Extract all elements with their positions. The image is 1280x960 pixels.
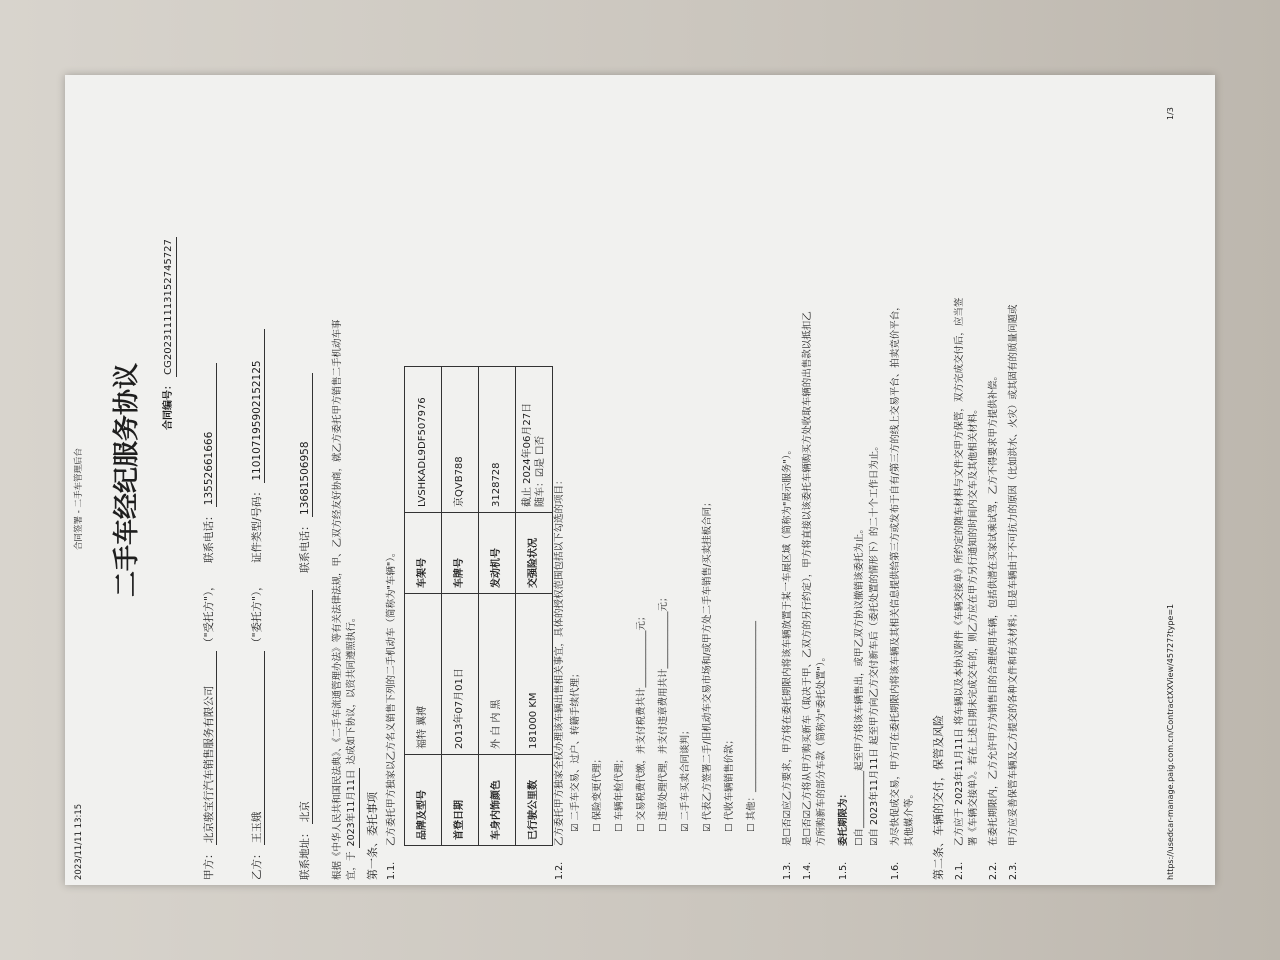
reg-date-value: 2013年07月01日 bbox=[442, 594, 479, 755]
table-row bbox=[479, 367, 516, 846]
engine-label: 发动机号 bbox=[479, 513, 516, 594]
print-timestamp: 2023/11/11 13:15 bbox=[74, 803, 84, 880]
agreement-date: 2023年11月11日 bbox=[346, 768, 360, 849]
engine-value: 3128728 bbox=[479, 367, 516, 513]
list-item[interactable]: ☐ 代收车辆销售价款； bbox=[724, 734, 735, 832]
clause-1-6-number: 1.6. bbox=[890, 861, 901, 880]
table-row bbox=[405, 367, 442, 846]
intro-suffix: 达成如下协议，以资共同遵照执行。 bbox=[346, 612, 357, 765]
list-item[interactable]: ☑ 代表乙方签署二手/旧机动车交易市场和/或甲方处二手车销售/买卖挂板合同； bbox=[702, 497, 713, 832]
list-item[interactable]: ☑ 二手车交易、过户、转籍手续代理； bbox=[570, 668, 581, 832]
insurance-value bbox=[516, 367, 553, 513]
list-item[interactable]: ☐ 违章处理代理，并支付违章费用共计____________元； bbox=[658, 592, 669, 832]
list-item[interactable]: ☐ 保险变更代理； bbox=[592, 753, 603, 832]
color-label: 车身内饰颜色 bbox=[479, 755, 516, 846]
clause-1-1-number: 1.1. bbox=[386, 861, 397, 880]
plate-label: 车牌号 bbox=[442, 513, 479, 594]
authorization-list bbox=[570, 497, 768, 832]
table-row bbox=[516, 367, 553, 846]
document-title: 二手车经纪服务协议 bbox=[112, 363, 142, 598]
footer-url: https://usedcar-manage.paig.com.cn/ContractXXView/45727?type=1 bbox=[1166, 603, 1175, 880]
term-option-a[interactable]: ☐自____________起至甲方将该车辆售出，或甲乙双方协议撤销该委托为止。 bbox=[854, 523, 865, 846]
print-site-title: 合同签署 - 二手车管理后台 bbox=[74, 448, 84, 550]
clause-1-6-text-2: 其他媒介等。 bbox=[904, 788, 915, 846]
insurance-expiry: 截止 2024年06月27日 bbox=[521, 402, 533, 507]
address-phone-label: 联系电话： bbox=[299, 520, 311, 573]
address-value: 北京 bbox=[298, 590, 313, 824]
clause-1-4-number: 1.4. bbox=[802, 861, 813, 880]
clause-1-2-text: 乙方委托甲方独家全权办理该车辆出售相关事宜，具体的授权范围包括以下勾选的项目： bbox=[554, 475, 565, 846]
color-value: 外 白 内 黑 bbox=[479, 594, 516, 755]
clause-2-2-number: 2.2. bbox=[988, 861, 999, 880]
document-page bbox=[70, 80, 1210, 880]
clause-1-5-number: 1.5. bbox=[838, 861, 849, 880]
plate-value: 京QVB788 bbox=[442, 367, 479, 513]
page-number: 1/3 bbox=[1166, 107, 1175, 120]
party-b-id-label: 证件类型/号码： bbox=[251, 486, 263, 564]
list-item[interactable]: ☑ 二手车买卖合同谈判； bbox=[680, 725, 691, 832]
clause-2-1-text-2: 署《车辆交接单》。若在上述日期未完成交车的，则乙方应在甲方另行通知的时间内交车及其他相关材料。 bbox=[968, 404, 979, 846]
intro-line-1: 根据《中华人民共和国民法典》、《二手车流通管理办法》等有关法律法规，甲、乙双方经友好协商，就乙方委托甲方销售二手机动车事 bbox=[332, 319, 343, 880]
insurance-label: 交强险状况 bbox=[516, 513, 553, 594]
vin-label: 车架号 bbox=[405, 513, 442, 594]
party-a-phone-label: 联系电话： bbox=[203, 510, 215, 564]
party-a-alias: （"受托方"）， bbox=[203, 580, 215, 648]
clause-1-6-text: 为尽快促成交易，甲方可在委托期限内将该车辆及其相关信息提供给第三方或发布于自有/第三方的线上交易平台、拍卖竞价平台， bbox=[890, 301, 901, 846]
reg-date-label: 首登日期 bbox=[442, 755, 479, 846]
clause-1-1-text: 乙方委托甲方独家以乙方名义销售下列的二手机动车（简称为"车辆"）。 bbox=[386, 547, 397, 846]
party-b-id: 110107195902152125 bbox=[250, 329, 265, 483]
mileage-label: 已行驶公里数 bbox=[516, 755, 553, 846]
party-a-label: 甲方： bbox=[203, 848, 215, 880]
list-item[interactable]: ☐ 其他：____________________________________ bbox=[746, 620, 757, 832]
clause-1-3-text: 是☐否☑应乙方要求，甲方将在委托期限内将该车辆放置于某一车展区域（简称为"展示服务"）。 bbox=[782, 444, 793, 846]
insurance-with-car: 随车：☑是 ☐否 bbox=[535, 435, 546, 507]
party-a-phone: 13552661666 bbox=[202, 363, 217, 507]
clause-1-3-number: 1.3. bbox=[782, 861, 793, 880]
party-b-label: 乙方： bbox=[251, 848, 263, 880]
section-2-title: 第二条、车辆的交付，保管及风险 bbox=[932, 715, 945, 880]
contract-no-value: CG2023111113152745727 bbox=[162, 237, 177, 377]
clause-2-2-text: 在委托期限内，乙方允许甲方为销售目的合理使用车辆，包括供潜在买家试乘试驾，乙方不得要求甲方提供补偿。 bbox=[988, 370, 999, 846]
vehicle-info-table bbox=[404, 366, 553, 846]
party-b-name: 王玉娥 bbox=[250, 651, 265, 845]
list-item[interactable]: ☐ 车辆年检代理； bbox=[614, 753, 625, 832]
mileage-value: 181000 KM bbox=[516, 594, 553, 755]
clause-1-4-text-2: 方所购新车的部分车款（简称为"委托处置"）。 bbox=[816, 652, 827, 846]
table-row bbox=[442, 367, 479, 846]
clause-1-4-text: 是☐否☑乙方将从甲方购买新车（取决于甲、乙双方的另行约定），甲方将直接以该委托车辆购买方处收取车辆的出售款以抵扣乙 bbox=[802, 311, 813, 846]
vin-value: LVSHKADL9DF507976 bbox=[405, 367, 442, 513]
intro-prefix: 宜，于 bbox=[346, 851, 357, 880]
contract-no-label: 合同编号： bbox=[163, 380, 174, 430]
party-b-alias: （"委托方"）， bbox=[251, 580, 263, 648]
clause-2-1-number: 2.1. bbox=[954, 861, 965, 880]
clause-2-1-text: 乙方应于 2023年11月11日 将车辆以及本协议附件《车辆交接单》所约定的随车材料与文件交甲方保管，双方完成交付后，应当签 bbox=[954, 297, 965, 846]
address-label: 联系地址： bbox=[299, 827, 311, 880]
clause-1-5-title: 委托期限为： bbox=[838, 788, 849, 846]
term-option-b[interactable]: ☑自 2023年11月11日 起至甲方向乙方交付新车后（委托处置的情形下）的二十个工作日为止。 bbox=[869, 441, 880, 846]
clause-2-3-text: 甲方应妥善保管车辆及乙方提交的各种文件和有关材料；但是车辆由于不可抗力的原因（比如洪水、火灾）或其固有的质量问题或 bbox=[1008, 304, 1019, 846]
brand-label: 品牌及型号 bbox=[405, 755, 442, 846]
party-a-name: 北京骏宝行汽车销售服务有限公司 bbox=[202, 651, 217, 845]
address-phone: 13681506958 bbox=[298, 373, 313, 517]
section-1-title: 第一条、委托事项 bbox=[366, 792, 379, 880]
brand-value: 福特 翼搏 bbox=[405, 594, 442, 755]
list-item[interactable]: ☐ 交易税费代缴，并支付税费共计____________元； bbox=[636, 611, 647, 832]
clause-1-2-number: 1.2. bbox=[554, 861, 565, 880]
clause-2-3-number: 2.3. bbox=[1008, 861, 1019, 880]
